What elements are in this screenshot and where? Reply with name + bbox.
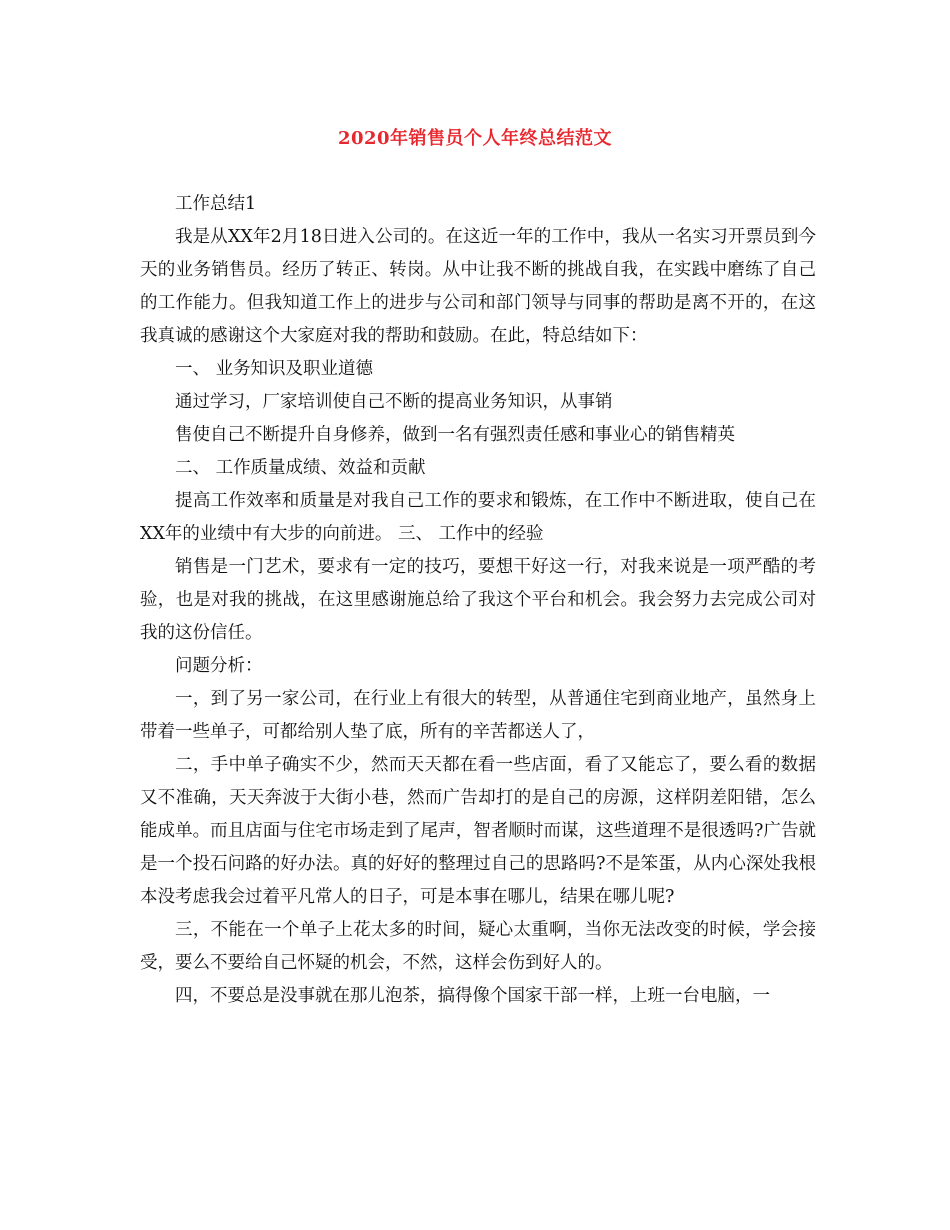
paragraph: 二，手中单子确实不少，然而天天都在看一些店面，看了又能忘了，要么看的数据又不准确，天天奔波于大街小巷，然而广告却打的是自己的房源，这样阴差阳错，怎么能成单。而且店面与住宅市场走到了尾声，智者顺时而谋，这些道理不是很透吗?广告就是一个投石问路的好办法。真的好好的整理过自己的思路吗?不是笨蛋，从内心深处我根本没考虑我会过着平凡常人的日子，可是本事在哪儿，结果在哪儿呢? <box>140 755 816 907</box>
paragraph: 通过学习，厂家培训使自己不断的提高业务知识，从事销 <box>175 392 613 412</box>
document-title: 2020年销售员个人年终总结范文 <box>337 128 613 149</box>
paragraph: 我是从XX年2月18日进入公司的。在这近一年的工作中，我从一名实习开票员到今天的业务销售员。经历了转正、转岗。从中让我不断的挑战自我，在实践中磨练了自己的工作能力。但我知道工作上的进步与公司和部门领导与同事的帮助是离不开的，在这我真诚的感谢这个大家庭对我的帮助和鼓励。在此，特总结如下： <box>140 227 816 346</box>
section-heading: 二、 工作质量成绩、效益和贡献 <box>175 458 426 478</box>
paragraph: 一，到了另一家公司，在行业上有很大的转型，从普通住宅到商业地产，虽然身上带着一些单子，可都给别人垫了底，所有的辛苦都送人了， <box>140 689 816 742</box>
paragraph: 三，不能在一个单子上花太多的时间，疑心太重啊，当你无法改变的时候，学会接受，要么不要给自己怀疑的机会，不然，这样会伤到好人的。 <box>140 920 816 973</box>
paragraph: 售使自己不断提升自身修养，做到一名有强烈责任感和事业心的销售精英 <box>175 425 735 445</box>
paragraph: 四，不要总是没事就在那儿泡茶，搞得像个国家干部一样，上班一台电脑，一 <box>175 986 770 1006</box>
section-heading: 工作总结1 <box>175 194 257 214</box>
paragraph: 销售是一门艺术，要求有一定的技巧，要想干好这一行，对我来说是一项严酷的考验，也是对我的挑战，在这里感谢施总给了我这个平台和机会。我会努力去完成公司对我的这份信任。 <box>140 557 816 643</box>
section-heading: 问题分析： <box>175 656 263 676</box>
document-body <box>140 188 816 1013</box>
section-heading: 一、 业务知识及职业道德 <box>175 359 374 379</box>
paragraph: 提高工作效率和质量是对我自己工作的要求和锻炼，在工作中不断进取，使自己在XX年的业绩中有大步的向前进。 三、 工作中的经验 <box>140 491 816 544</box>
